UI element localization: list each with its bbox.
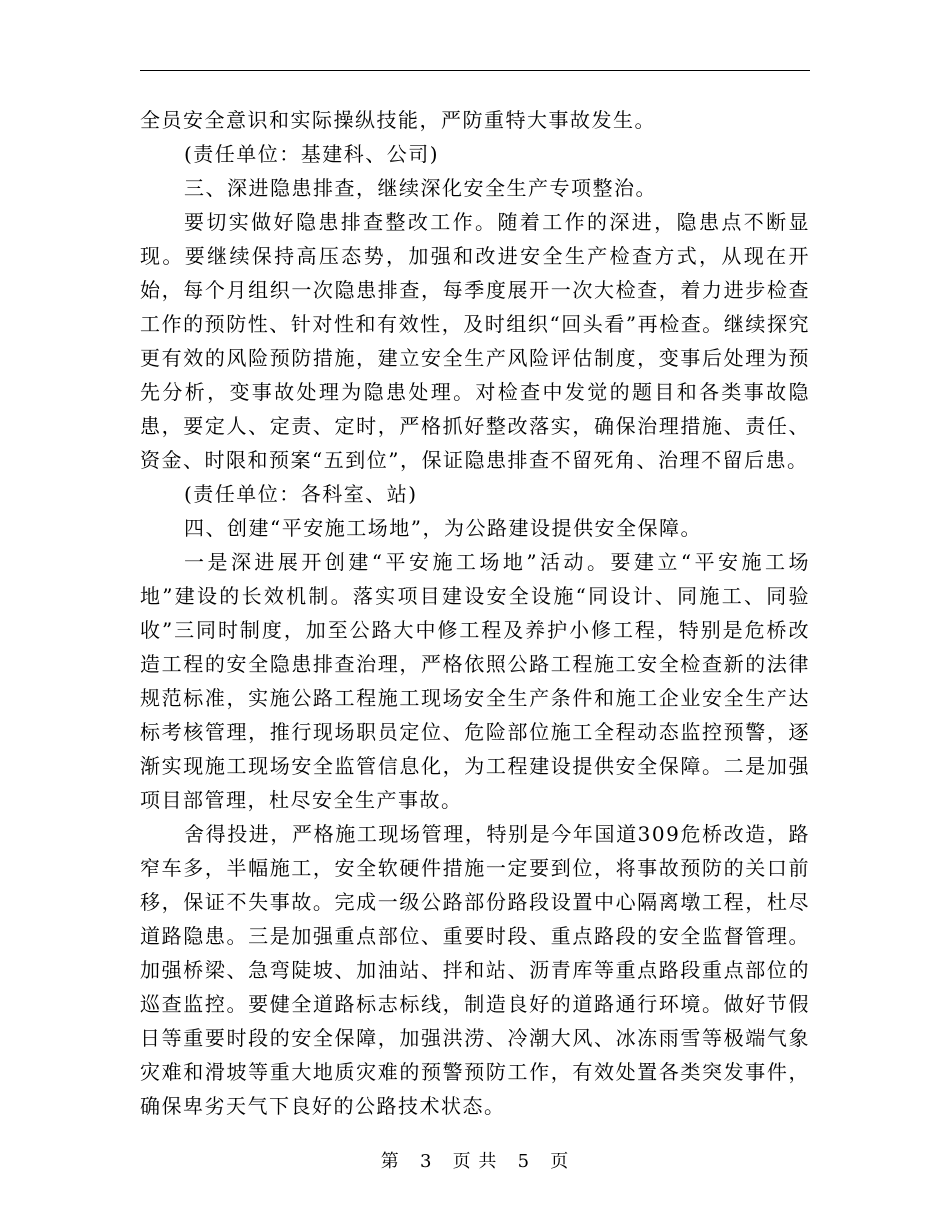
header-rule — [140, 70, 810, 71]
paragraph-6: 四、创建“平安施工场地”，为公路建设提供安全保障。 — [184, 516, 702, 540]
paragraph-8: 舍得投进，严格施工现场管理，特别是今年国道309危桥改造，路窄车多，半幅施工，安全软硬件措施一定要到位，将事故预防的关口前移，保证不失事故。完成一级公路部份路段设置中心隔离墩工程，杜尽道路隐患。三是加强重点部位、重要时段、重点路段的安全监督管理。加强桥梁、急弯陡坡、加油站、拌和站、沥青库等重点路段重点部位的巡查监控。要健全道路标志标线，制造良好的道路通行环境。做好节假日等重要时段的安全保障，加强洪涝、冷潮大风、冰冻雨雪等极端气象灾难和滑坡等重大地质灾难的预警预防工作，有效处置各类突发事件，确保卑劣天气下良好的公路技术状态。 — [140, 822, 810, 1118]
page-footer — [0, 1150, 950, 1174]
paragraph-3: 三、深进隐患排查，继续深化安全生产专项整治。 — [184, 176, 657, 200]
footer-suffix: 页 — [550, 1151, 570, 1172]
document-body — [140, 103, 810, 1123]
paragraph-7: 一是深进展开创建“平安施工场地”活动。要建立“平安施工场地”建设的长效机制。落实项目建设安全设施“同设计、同施工、同验收”三同时制度，加至公路大中修工程及养护小修工程，特别是危桥改造工程的安全隐患排查治理，严格依照公路工程施工安全检查新的法律规范标准，实施公路工程施工现场安全生产条件和施工企业安全生产达标考核管理，推行现场职员定位、危险部位施工全程动态监控预警，逐渐实现施工现场安全监管信息化，为工程建设提供安全保障。二是加强项目部管理，杜尽安全生产事故。 — [140, 550, 810, 812]
total-pages-number: 5 — [517, 1151, 531, 1172]
paragraph-4: 要切实做好隐患排查整改工作。随着工作的深进，隐患点不断显现。要继续保持高压态势，加强和改进安全生产检查方式，从现在开始，每个月组织一次隐患排查，每季度展开一次大检查，着力进步检查工作的预防性、针对性和有效性，及时组织“回头看”再检查。继续探究更有效的风险预防措施，建立安全生产风险评估制度，变事后处理为预先分析，变事故处理为隐患处理。对检查中发觉的题目和各类事故隐患，要定人、定责、定时，严格抓好整改落实，确保治理措施、责任、资金、时限和预案“五到位”，保证隐患排查不留死角、治理不留后患。 — [140, 210, 810, 472]
paragraph-1: 全员安全意识和实际操纵技能，严防重特大事故发生。 — [140, 108, 656, 132]
paragraph-5: (责任单位：各科室、站) — [184, 482, 418, 506]
current-page-number: 3 — [419, 1151, 433, 1172]
footer-middle: 页 共 — [452, 1151, 498, 1172]
footer-prefix: 第 — [380, 1151, 400, 1172]
paragraph-2: (责任单位：基建科、公司) — [184, 142, 440, 166]
